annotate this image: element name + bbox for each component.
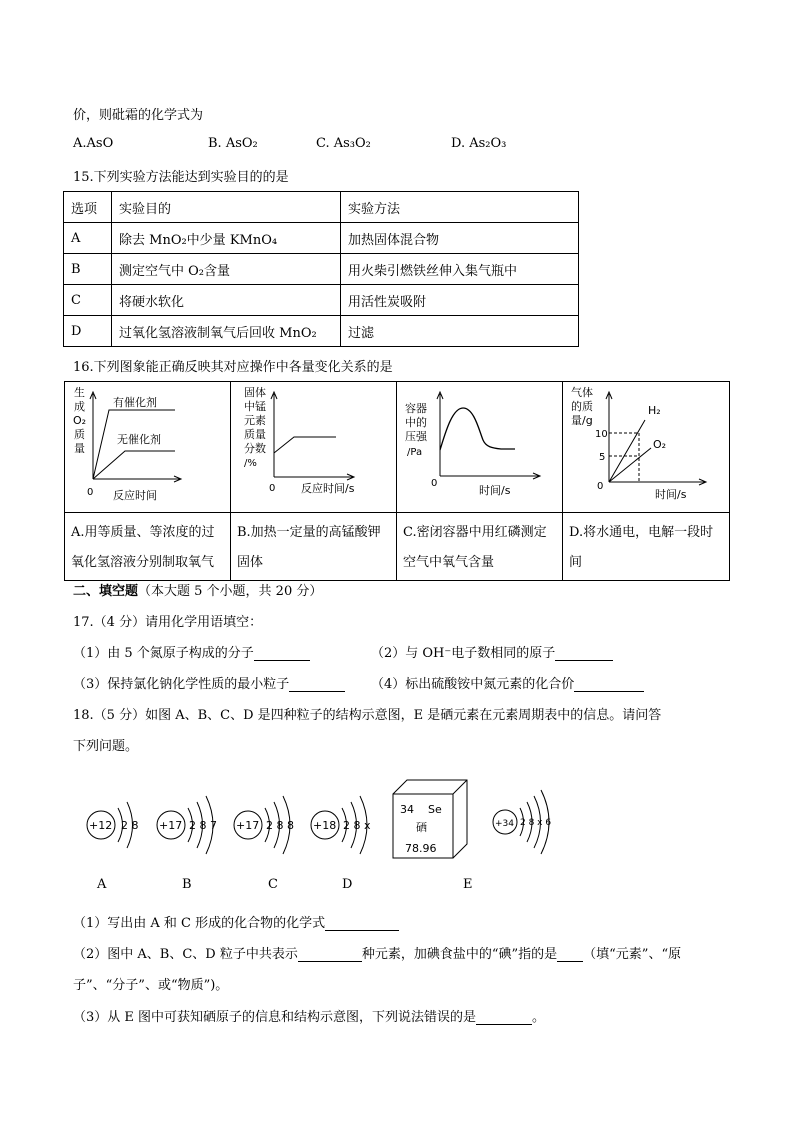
line-h2 xyxy=(609,420,645,482)
table-cell: 除去 MnO₂中少量 KMnO₄ xyxy=(112,223,341,254)
graph-a-ylabel: O₂ xyxy=(73,414,87,427)
answer-blank[interactable] xyxy=(254,646,310,661)
atom-d xyxy=(311,796,371,854)
graph-b-ylabel: 质量 xyxy=(244,428,266,441)
table-row xyxy=(64,223,579,254)
origin-label: 0 xyxy=(431,478,438,489)
graph-c xyxy=(397,382,562,508)
line-o2 xyxy=(609,448,651,482)
table-cell: D xyxy=(64,316,112,347)
diagram-label-e: E xyxy=(463,877,473,892)
answer-blank[interactable] xyxy=(298,947,362,962)
graph-d-cell xyxy=(563,382,730,513)
q15-stem: 15.下列实验方法能达到实验目的的是 xyxy=(73,170,289,185)
table-row xyxy=(64,316,579,347)
graph-c-caption: C.密闭容器中用红磷测定空气中氧气含量 xyxy=(397,513,563,581)
section-title: 二、填空题 xyxy=(73,584,139,599)
graph-c-ylabel: 容器 xyxy=(405,402,427,415)
table-header-row xyxy=(64,192,579,223)
graph-b-xlabel: 反应时间/s xyxy=(301,482,355,495)
graph-a-ylabel: 生 xyxy=(74,386,85,399)
q18-stem-cont: 下列问题。 xyxy=(73,739,139,754)
answer-blank[interactable] xyxy=(555,646,613,661)
answer-blank[interactable] xyxy=(476,1010,532,1025)
graph-b xyxy=(231,382,396,508)
graph-c-ylabel: /Pa xyxy=(407,447,423,458)
shell-electrons: 2 8 7 xyxy=(189,819,217,832)
table-cell: 过氧化氢溶液制氧气后回收 MnO₂ xyxy=(112,316,341,347)
diagram-label-d: D xyxy=(342,877,353,892)
graph-a-cell xyxy=(65,382,231,513)
graph-d-ylabel: 量/g xyxy=(571,414,593,427)
shell-electrons: 2 8 xyxy=(121,819,139,832)
header-cell: 实验目的 xyxy=(112,192,341,223)
q14-stem-tail: 价，则砒霜的化学式为 xyxy=(73,108,204,123)
graph-a-caption: A.用等质量、等浓度的过氧化氢溶液分别制取氧气 xyxy=(65,513,231,581)
graph-b-ylabel: 分数 xyxy=(244,442,266,455)
answer-blank[interactable] xyxy=(574,677,644,692)
atom-a xyxy=(87,802,139,848)
q18-question-2-cont: 子”、“分子”、或“物质”)。 xyxy=(73,978,229,993)
origin-label: 0 xyxy=(597,481,604,492)
table-cell: 加热固体混合物 xyxy=(341,223,579,254)
table-cell: 将硬水软化 xyxy=(112,285,341,316)
answer-blank[interactable] xyxy=(557,947,583,962)
curve-label: 无催化剂 xyxy=(117,433,161,446)
graph-d-xlabel: 时间/s xyxy=(655,488,687,501)
shell-electrons: 2 8 x xyxy=(343,819,371,832)
table-row xyxy=(64,254,579,285)
nucleus-label: +34 xyxy=(495,819,514,829)
tick-label: 5 xyxy=(599,452,606,463)
atomic-mass: 78.96 xyxy=(405,842,437,855)
diagram-label-c: C xyxy=(268,877,278,892)
table-cell: C xyxy=(64,285,112,316)
graph-c-xlabel: 时间/s xyxy=(479,484,511,497)
table-cell: 测定空气中 O₂含量 xyxy=(112,254,341,285)
table-cell: B xyxy=(64,254,112,285)
q17-item-3: （3）保持氯化钠化学性质的最小粒子 xyxy=(73,673,345,692)
graph-b-cell xyxy=(231,382,397,513)
graph-d-ylabel: 气体 xyxy=(571,386,593,399)
curve-mn-fraction xyxy=(274,437,336,453)
q16-stem: 16.下列图象能正确反映其对应操作中各量变化关系的是 xyxy=(73,360,393,375)
header-cell: 选项 xyxy=(64,192,112,223)
q14-option-c[interactable]: C. As₃O₂ xyxy=(316,136,371,151)
table-cell: A xyxy=(64,223,112,254)
graph-b-caption: B.加热一定量的高锰酸钾固体 xyxy=(231,513,397,581)
atom-structure-diagrams xyxy=(75,770,595,870)
origin-label: 0 xyxy=(87,487,94,498)
nucleus-label: +12 xyxy=(89,819,113,832)
curve-label: H₂ xyxy=(648,404,661,417)
q17-item-2: （2）与 OH⁻电子数相同的原子 xyxy=(371,642,613,661)
table-cell: 过滤 xyxy=(341,316,579,347)
q17-item-1: （1）由 5 个氮原子构成的分子 xyxy=(73,642,310,661)
shell-electrons: 2 8 8 xyxy=(266,819,294,832)
q17-item-4: （4）标出硫酸铵中氮元素的化合价 xyxy=(371,673,644,692)
q14-option-a[interactable]: A.AsO xyxy=(73,136,114,151)
origin-label: 0 xyxy=(269,483,276,494)
q14-option-d[interactable]: D. As₂O₃ xyxy=(451,136,507,151)
atom-b xyxy=(157,796,217,854)
section-heading xyxy=(73,580,322,599)
periodic-table-cell-se xyxy=(393,780,467,858)
answer-blank[interactable] xyxy=(289,677,345,692)
section-note: （本大题 5 个小题，共 20 分） xyxy=(138,584,323,599)
curve-label: 有催化剂 xyxy=(113,396,157,409)
graph-d-caption: D.将水通电，电解一段时间 xyxy=(563,513,730,581)
diagram-label-a: A xyxy=(97,877,107,892)
graph-b-ylabel: 固体 xyxy=(244,386,266,399)
q14-option-b[interactable]: B. AsO₂ xyxy=(208,136,258,151)
element-name: 硒 xyxy=(416,821,427,834)
header-cell: 实验方法 xyxy=(341,192,579,223)
graph-a-ylabel: 质 xyxy=(74,428,85,441)
table-cell: 用活性炭吸附 xyxy=(341,285,579,316)
table-row xyxy=(64,285,579,316)
graph-b-ylabel: 中锰 xyxy=(244,400,266,413)
tick-label: 10 xyxy=(595,429,608,440)
atomic-number: 34 xyxy=(400,803,414,816)
atom-c xyxy=(234,796,294,854)
graph-a-ylabel: 成 xyxy=(74,400,85,413)
graph-d xyxy=(563,382,729,508)
graph-b-ylabel: 元素 xyxy=(244,414,266,427)
q18-question-1: （1）写出由 A 和 C 形成的化合物的化学式 xyxy=(73,912,399,931)
table-cell: 用火柴引燃铁丝伸入集气瓶中 xyxy=(341,254,579,285)
graph-c-cell xyxy=(397,382,563,513)
graph-c-ylabel: 压强 xyxy=(405,430,427,443)
curve-label: O₂ xyxy=(653,438,667,451)
diagram-label-b: B xyxy=(182,877,192,892)
graph-a-ylabel: 量 xyxy=(74,442,85,455)
nucleus-label: +17 xyxy=(159,819,183,832)
q17-stem: 17.（4 分）请用化学用语填空： xyxy=(73,615,263,630)
q15-table xyxy=(63,191,579,347)
nucleus-label: +18 xyxy=(313,819,337,832)
nucleus-label: +17 xyxy=(236,819,260,832)
q18-question-2: （2）图中 A、B、C、D 粒子中共表示 种元素，加碘食盐中的“碘”指的是 （填“元素”、“原 xyxy=(73,947,682,962)
curve-pressure xyxy=(440,408,515,450)
graph-a xyxy=(65,382,230,508)
graph-a-xlabel: 反应时间 xyxy=(113,489,157,502)
atom-se xyxy=(493,790,551,854)
q16-graph-table xyxy=(64,381,730,581)
element-symbol: Se xyxy=(428,803,442,816)
answer-blank[interactable] xyxy=(325,916,399,931)
curve-without-catalyst xyxy=(93,451,175,479)
graph-b-ylabel: /% xyxy=(244,458,257,469)
shell-electrons: 2 8 x 6 xyxy=(520,818,552,828)
q18-question-3: （3）从 E 图中可获知硒原子的信息和结构示意图，下列说法错误的是 。 xyxy=(73,1010,546,1025)
graph-d-ylabel: 的质 xyxy=(571,400,593,413)
graph-c-ylabel: 中的 xyxy=(405,416,427,429)
q18-stem: 18.（5 分）如图 A、B、C、D 是四种粒子的结构示意图，E 是硒元素在元素周期表中的信息。请问答 xyxy=(73,708,662,723)
